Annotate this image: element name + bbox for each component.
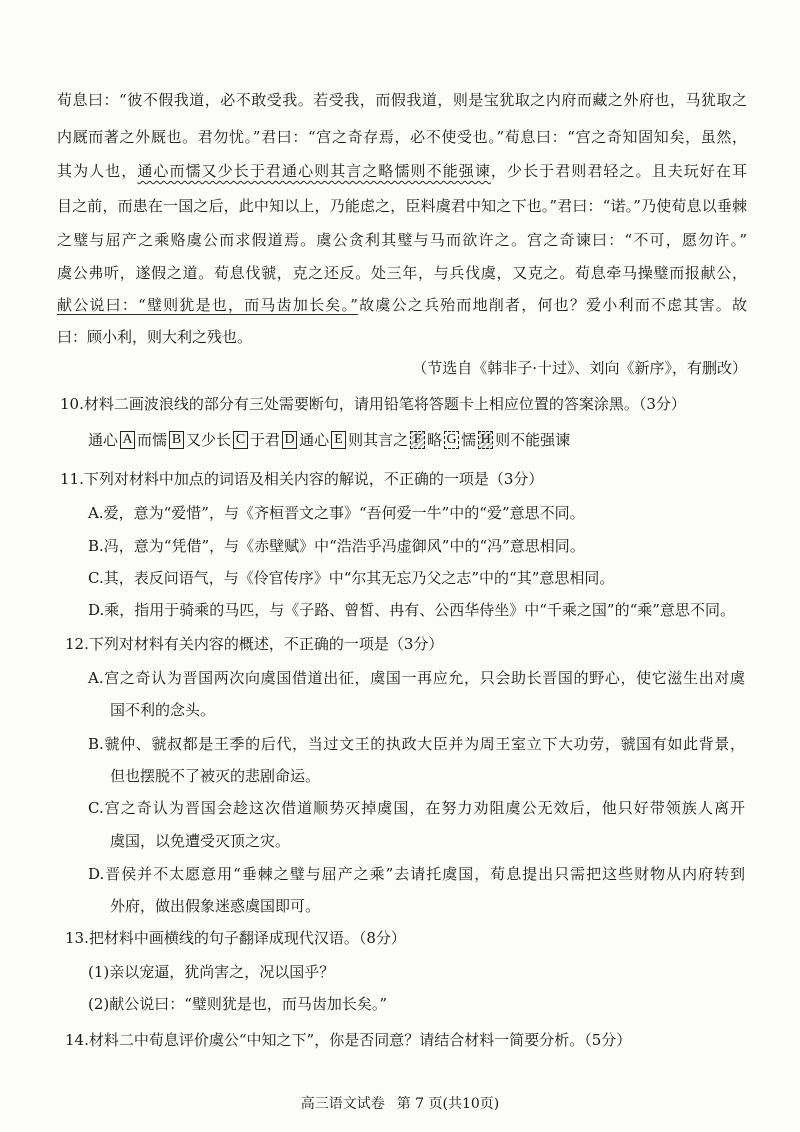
answer-box-a: A (120, 431, 135, 449)
sentence-segment: 通心 (88, 431, 119, 449)
question-12-option-c: C.宫之奇认为晋国会趁这次借道顺势灭掉虞国，在努力劝阻虞公无效后，他只好带领族人离开 (88, 799, 745, 817)
sentence-segment: 而懦 (137, 431, 168, 449)
passage-line-5: 之璧与屈产之乘赂虞公而求假道焉。虞公贪利其璧与马而欲许之。宫之奇谏曰：“不可，愿勿许。” (57, 231, 747, 249)
sentence-segment: 则不能强谏 (495, 431, 571, 449)
question-10-stem: 10.材料二画波浪线的部分有三处需要断句，请用铅笔将答题卡上相应位置的答案涂黑。（3分） (60, 395, 686, 413)
answer-box-f: F (410, 431, 425, 449)
passage-line-6: 虞公弗听，遂假之道。荀息伐虢，克之还反。处三年，与兵伐虞，又克之。荀息牵马操璧而报献公， (57, 264, 747, 282)
underlined-sentence: 献公说曰：“璧则犹是也，而马齿加长矣。” (57, 296, 358, 314)
passage-text: 故虞公之兵殆而地削者，何也？爱小利而不虑其害。故 (357, 296, 747, 314)
page-footer (0, 1093, 800, 1115)
sentence-segment: 通心 (299, 431, 330, 449)
question-10-sentence-boxes (88, 428, 570, 452)
question-11-option-d: D.乘，指用于骑乘的马匹，与《子路、曾皙、冉有、公西华侍坐》中“千乘之国”的“乘”意思不同。 (88, 601, 735, 619)
sentence-segment: 于君 (250, 431, 281, 449)
question-12-option-b-continued: 但也摆脱不了被灭的悲剧命运。 (110, 767, 321, 785)
sentence-segment: 又少长 (186, 431, 232, 449)
answer-box-e: E (331, 431, 346, 449)
question-12-option-a-continued: 国不利的念头。 (110, 701, 216, 719)
passage-text: 其为人也， (57, 162, 138, 180)
question-13-stem: 13.把材料中画横线的句子翻译成现代汉语。（8分） (65, 929, 406, 947)
question-14-stem: 14.材料二中荀息评价虞公“中知之下”，你是否同意？请结合材料一简要分析。（5分） (65, 1031, 632, 1049)
footer-page-number: 第 7 页(共10页) (396, 1096, 500, 1112)
answer-box-b: B (169, 431, 184, 449)
question-12-option-a: A.宫之奇认为晋国两次向虞国借道出征，虞国一再应允，只会助长晋国的野心，使它滋生出对虞 (88, 669, 745, 687)
answer-box-c: C (233, 431, 248, 449)
passage-line-1: 荀息曰：“彼不假我道，必不敢受我。若受我，而假我道，则是宝犹取之内府而藏之外府也，马犹取之 (57, 91, 747, 109)
sentence-segment: 则其言之 (348, 431, 409, 449)
question-13-item-2: (2)献公说曰：“璧则犹是也，而马齿加长矣。” (88, 995, 388, 1013)
footer-exam-label: 高三语文试卷 (300, 1096, 385, 1112)
answer-box-g: G (444, 431, 459, 449)
passage-text: ，少长于君则君轻之。且夫玩好在耳 (490, 162, 747, 180)
question-11-option-a: A.爱，意为“爱惜”，与《齐桓晋文之事》“吾何爱一牛”中的“爱”意思不同。 (88, 504, 585, 522)
answer-box-h: H (478, 431, 493, 449)
sentence-segment: 略 (427, 431, 443, 449)
question-12-stem: 12.下列对材料有关内容的概述，不正确的一项是（3分） (65, 635, 444, 653)
passage-line-3 (57, 160, 747, 182)
question-11-option-b: B.冯，意为“凭借”，与《赤壁赋》中“浩浩乎冯虚御风”中的“冯”意思相同。 (88, 537, 585, 555)
passage-line-7 (57, 294, 747, 316)
question-11-stem: 11.下列对材料中加点的词语及相关内容的解说，不正确的一项是（3分） (60, 470, 544, 488)
question-12-option-b: B.虢仲、虢叔都是王季的后代，当过文王的执政大臣并为周王室立下大功劳，虢国有如此背景， (88, 735, 745, 753)
passage-line-4: 目之前，而患在一国之后，此中知以上，乃能虑之，臣料虞君中知之下也。”君曰：“诺。”乃使荀息以垂棘 (57, 197, 747, 215)
question-12-option-d: D.晋侯并不太愿意用“垂棘之璧与屈产之乘”去请托虞国，荀息提出只需把这些财物从内府转到 (88, 865, 745, 883)
wavy-underlined-sentence: 通心而懦又少长于君通心则其言之略懦则不能强谏 (137, 162, 491, 180)
passage-line-2: 内厩而著之外厩也。君勿忧。”君曰：“宫之奇存焉，必不使受也。”荀息曰：“宫之奇知固知矣，虽然， (57, 128, 747, 146)
passage-line-8: 曰：顾小利，则大利之残也。 (57, 328, 253, 346)
question-12-option-d-continued: 外府，做出假象迷惑虞国即可。 (110, 897, 321, 915)
question-13-item-1: (1)亲以宠逼，犹尚害之，况以国乎？ (88, 963, 335, 981)
answer-box-d: D (282, 431, 297, 449)
source-note: （节选自《韩非子·十过》、刘向《新序》，有删改） (412, 359, 747, 377)
question-12-option-c-continued: 虞国，以免遭受灭顶之灾。 (110, 832, 291, 850)
question-11-option-c: C.其，表反问语气，与《伶官传序》中“尔其无忘乃父之志”中的“其”意思相同。 (88, 569, 615, 587)
sentence-segment: 懦 (461, 431, 477, 449)
